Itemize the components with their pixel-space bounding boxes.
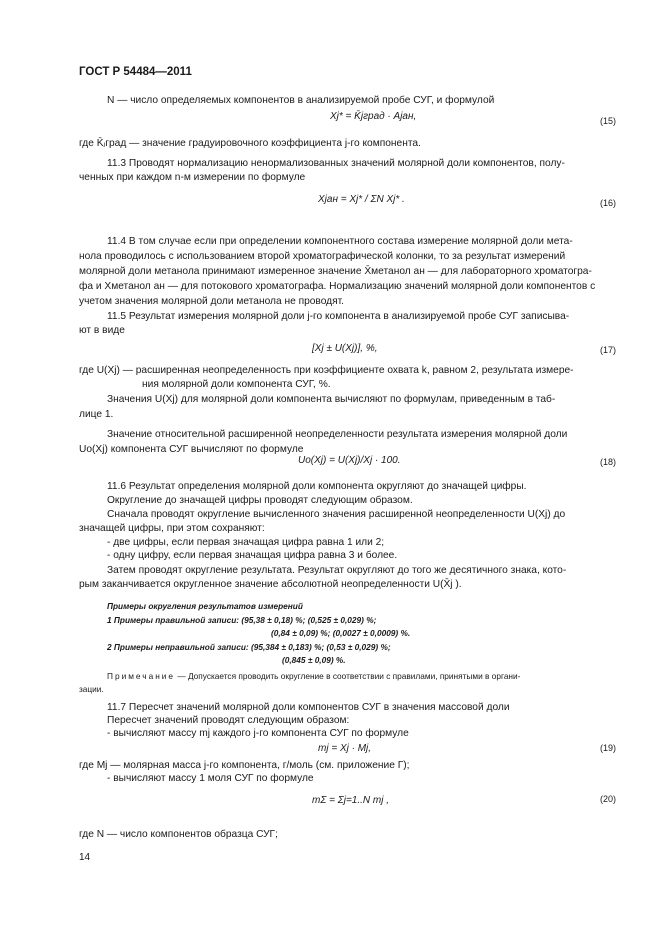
text-line: Округление до значащей цифры проводят следующим образом. [107, 495, 413, 506]
text-line: лице 1. [79, 409, 114, 420]
text-line: ют в виде [79, 325, 125, 336]
text-line: 11.5 Результат измерения молярной доли j-го компонента в анализируемой пробе СУГ записыва- [107, 311, 570, 322]
text-line: Значения U(Xj) для молярной доли компонента вычисляют по формулам, приведенным в таб- [107, 394, 556, 405]
text-line: ния молярной доли компонента СУГ, %. [142, 379, 331, 390]
text-line: ченных при каждом n-м измерении по формуле [79, 172, 306, 183]
list-item: - вычисляют массу 1 моля СУГ по формуле [107, 773, 314, 784]
equation-number: (16) [599, 198, 616, 208]
example-line: 2 Примеры неправильной записи: (95,384 ± 0,183) %; (0,53 ± 0,029) %; [107, 642, 391, 652]
text-line: нола проводилось с использованием второй хроматографической колонки, то за результат измерений [79, 251, 566, 262]
formula-16: Xjан = Xj* / ΣN Xj* . [318, 194, 405, 205]
text-line: 11.4 В том случае если при определении компонентного состава измерение молярной доли мета- [107, 236, 573, 247]
note-line: зации. [79, 684, 104, 694]
list-item: - две цифры, если первая значащая цифра равна 1 или 2; [107, 537, 385, 548]
text-line: где Mj — молярная масса j-го компонента, г/моль (см. приложение Г); [79, 760, 410, 771]
text-line: учетом значения молярной доли метанола не проводят. [79, 296, 344, 307]
text-line: Uo(Xj) компонента СУГ вычисляют по формуле [79, 444, 304, 455]
text-line: Значение относительной расширенной неопределенности результата измерения молярной доли [107, 429, 568, 440]
text-line: N — число определяемых компонентов в анализируемой пробе СУГ, и формулой [107, 95, 495, 106]
document-header: ГОСТ Р 54484—2011 [79, 66, 192, 78]
formula-20: mΣ = Σj=1..N mj , [312, 795, 390, 806]
equation-number: (17) [599, 345, 616, 355]
formula-15: Xj* = K̄jград · Ajан, [330, 111, 417, 122]
text-line: где K̄ⱼград — значение градуировочного коэффициента j-го компонента. [79, 138, 421, 149]
page-number: 14 [79, 852, 91, 863]
text-line: 11.7 Пересчет значений молярной доли компонентов СУГ в значения массовой доли [107, 702, 510, 713]
text-line: значащей цифры, при этом сохраняют: [79, 523, 265, 534]
equation-number: (15) [599, 116, 616, 126]
example-line: (0,845 ± 0,09) %. [282, 655, 346, 665]
equation-number: (19) [599, 743, 616, 753]
text-line: где U(Xj) — расширенная неопределенность при коэффициенте охвата k, равном 2, результата измере- [79, 365, 574, 376]
text-line: Сначала проводят округление вычисленного значения расширенной неопределенности U(Xj) до [107, 509, 566, 520]
example-line: 1 Примеры правильной записи: (95,38 ± 0,18) %; (0,525 ± 0,029) %; [107, 615, 377, 625]
formula-17: [Xj ± U(Xj)], %, [312, 343, 378, 354]
formula-18: Uo(Xj) = U(Xj)/Xj · 100. [298, 455, 401, 466]
formula-19: mj = Xj · Mj, [318, 743, 372, 754]
text-line: 11.6 Результат определения молярной доли компонента округляют до значащей цифры. [107, 481, 527, 492]
equation-number: (18) [599, 457, 616, 467]
examples-title: Примеры округления результатов измерений [107, 601, 303, 611]
text-line: где N — число компонентов образца СУГ; [79, 829, 278, 840]
text-line: 11.3 Проводят нормализацию ненормализованных значений молярной доли компонентов, полу- [107, 158, 565, 169]
list-item: - вычисляют массу mj каждого j-го компонента СУГ по формуле [107, 728, 409, 739]
text-line: фа и Xметанол ан — для потокового хроматографа. Нормализацию значений молярной доли компонентов с [79, 281, 596, 292]
note-label: Примечание [107, 671, 176, 681]
text-line: молярной доли метанола принимают измеренное значение X̄метанол ан — для лабораторного хроматогра- [79, 266, 592, 277]
note-text: — Допускается проводить округление в соответствии с правилами, принятыми в органи- [175, 671, 521, 681]
text-line: рым заканчивается округленное значение абсолютной неопределенности U(X̄j ). [79, 579, 462, 590]
note-line [107, 671, 520, 681]
example-line: (0,84 ± 0,09) %; (0,0027 ± 0,0009) %. [271, 628, 411, 638]
equation-number: (20) [599, 794, 616, 804]
text-line: Затем проводят округление результата. Результат округляют до того же десятичного знака, кото- [107, 565, 567, 576]
text-line: Пересчет значений проводят следующим образом: [107, 715, 350, 726]
list-item: - одну цифру, если первая значащая цифра равна 3 и более. [107, 550, 398, 561]
